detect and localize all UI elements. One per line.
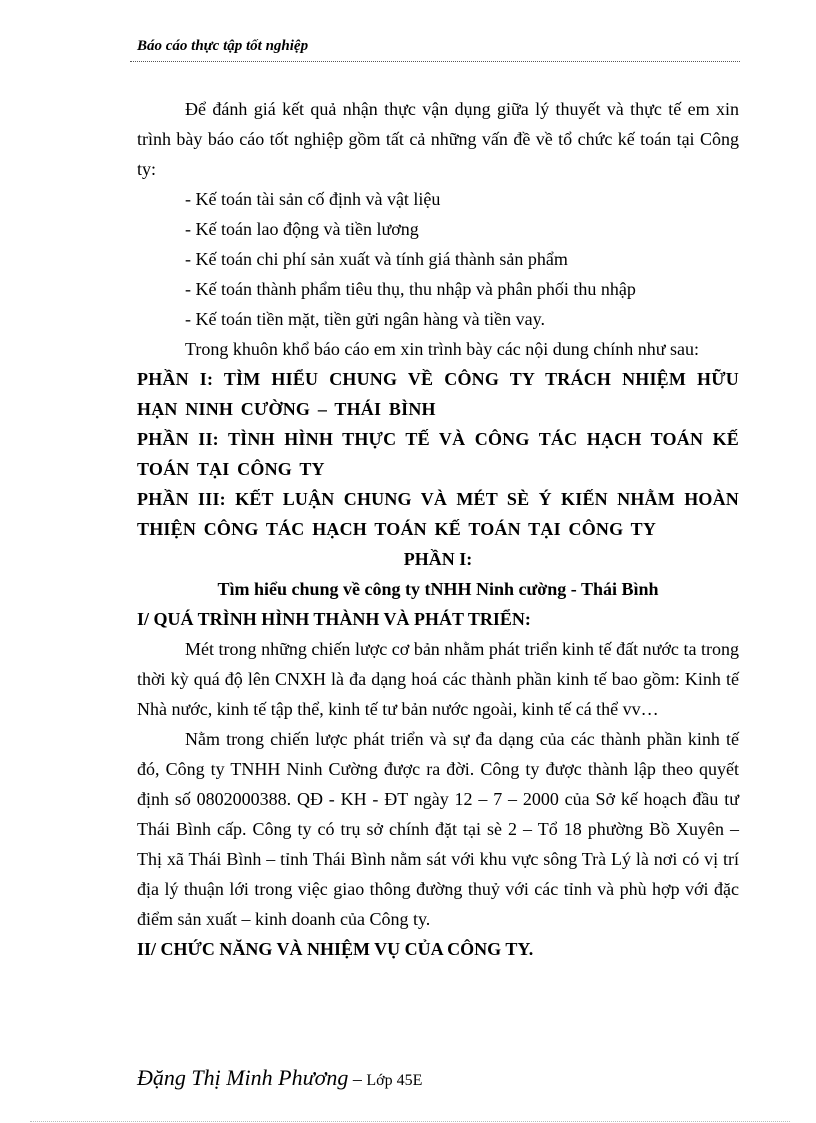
intro-paragraph: Để đánh giá kết quả nhận thực vận dụng giữa lý thuyết và thực tế em xin trình bày báo cáo tốt nghiệp gồm tất cả những vấn đề về tổ chức kế toán tại Công ty: <box>137 99 739 179</box>
part-2-heading: PHẦN II: TÌNH HÌNH THỰC TẾ VÀ CÔNG TÁC HẠCH TOÁN KẾ TOÁN TẠI CÔNG TY <box>137 429 739 479</box>
footer-separator: – <box>348 1069 367 1089</box>
section-1-heading: I/ QUÁ TRÌNH HÌNH THÀNH VÀ PHÁT TRIỂN: <box>137 609 531 629</box>
bullet-item-finished-goods: - Kế toán thành phẩm tiêu thụ, thu nhập và phân phối thu nhập <box>185 279 636 299</box>
running-header: Báo cáo thực tập tốt nghiệp <box>137 38 309 54</box>
bullet-item-production-cost: - Kế toán chi phí sản xuất và tính giá thành sản phẩm <box>185 249 568 269</box>
document-body <box>137 94 739 964</box>
part-title: PHẦN I: <box>403 549 473 569</box>
part-subtitle: Tìm hiểu chung về công ty tNHH Ninh cường - Thái Bình <box>217 579 659 599</box>
bullet-item-cash: - Kế toán tiền mặt, tiền gửi ngân hàng và tiền vay. <box>185 309 545 329</box>
footer-class-label: Lớp 45E <box>366 1072 423 1089</box>
outline-intro: Trong khuôn khổ báo cáo em xin trình bày các nội dung chính như sau: <box>185 339 700 359</box>
part-3-heading: PHẦN III: KẾT LUẬN CHUNG VÀ MÉT SÈ Ý KIẾN NHẰM HOÀN THIỆN CÔNG TÁC HẠCH TOÁN KẾ TOÁN TẠI CÔNG TY <box>137 489 739 539</box>
part-1-heading: PHẦN I: TÌM HIỂU CHUNG VỀ CÔNG TY TRÁCH NHIỆM HỮU HẠN NINH CƯỜNG – THÁI BÌNH <box>137 369 739 419</box>
section-1-paragraph-2: Nằm trong chiến lược phát triển và sự đa dạng của các thành phần kinh tế đó, Công ty TNHH Ninh Cường được ra đời. Công ty được thành lập theo quyết định số 0802000388. QĐ - KH - ĐT ngày 12 – 7 – 2000 của Sở kế hoạch đầu tư Thái Bình cấp. Công ty có trụ sở chính đặt tại sè 2 – Tổ 18 phường Bồ Xuyên – Thị xã Thái Bình – tỉnh Thái Bình nằm sát với khu vực sông Trà Lý là nơi có vị trí địa lý thuận lới trong việc giao thông đường thuỷ với các tỉnh và phù hợp với đặc điểm sản xuất – kinh doanh của Công ty. <box>137 729 739 929</box>
bullet-item-labor: - Kế toán lao động và tiền lương <box>185 219 419 239</box>
footer-divider <box>30 1121 790 1122</box>
section-1-paragraph-1: Mét trong những chiến lược cơ bản nhằm phát triển kinh tế đất nước ta trong thời kỳ quá độ lên CNXH là đa dạng hoá các thành phần kinh tế bao gồm: Kinh tế Nhà nước, kinh tế tập thể, kinh tế tư bản nước ngoài, kinh tế cá thể vv… <box>137 639 739 719</box>
section-2-heading: II/ CHỨC NĂNG VÀ NHIỆM VỤ CỦA CÔNG TY. <box>137 939 534 959</box>
bullet-item-fixed-assets: - Kế toán tài sản cố định và vật liệu <box>185 189 441 209</box>
footer-author: Đặng Thị Minh Phương <box>137 1065 349 1090</box>
header-divider <box>130 61 740 62</box>
footer <box>137 1065 422 1091</box>
